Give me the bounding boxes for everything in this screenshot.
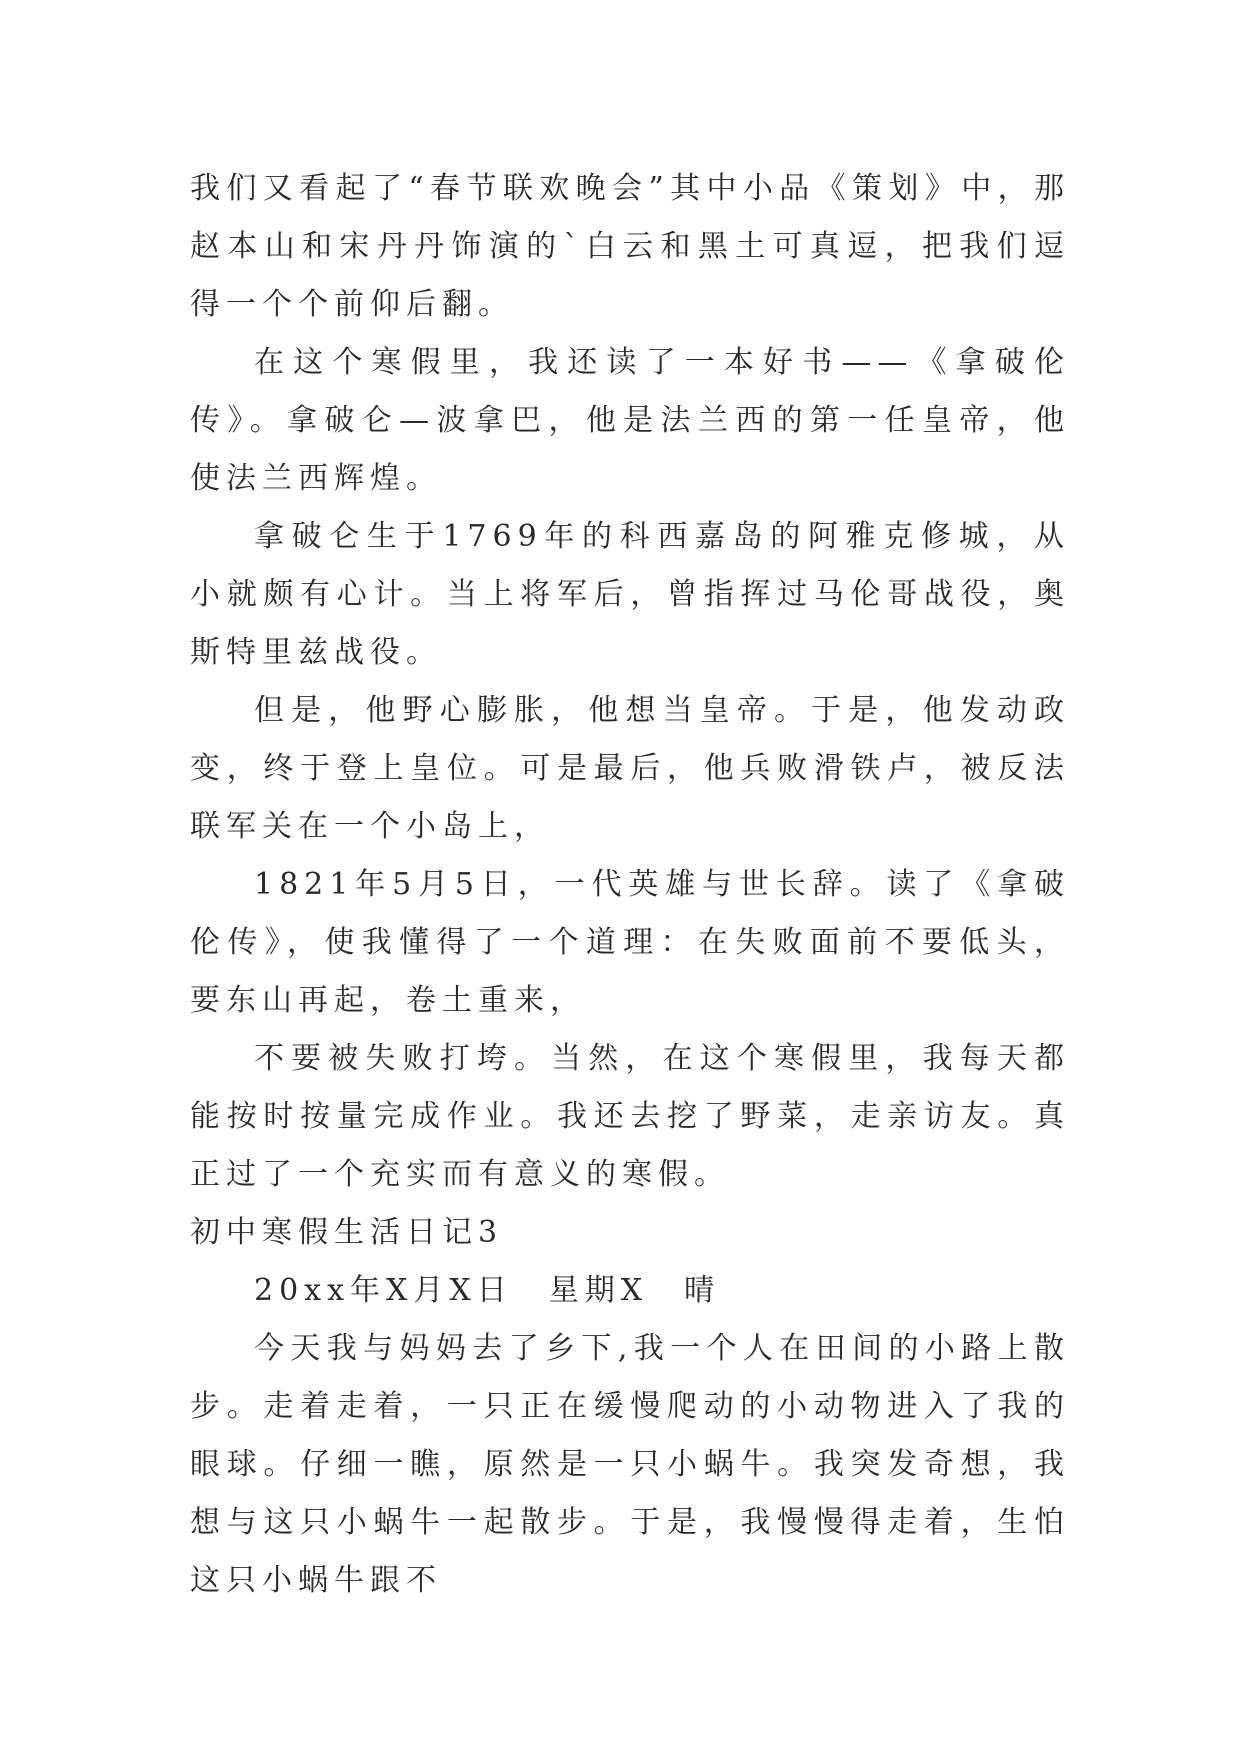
paragraph-5: 1821年5月5日，一代英雄与世长辞。读了《拿破伦传》，使我懂得了一个道理：在失败面前不要低头，要东山再起，卷土重来， — [190, 867, 1070, 1018]
date-line: 20xx年X月X日 星期X 晴 — [254, 1273, 721, 1308]
section-title: 初中寒假生活日记3 — [190, 1215, 504, 1250]
paragraph-6: 不要被失败打垮。当然，在这个寒假里，我每天都能按时按量完成作业。我还去挖了野菜，走亲访友。真正过了一个充实而有意义的寒假。 — [190, 1041, 1070, 1192]
diary-paragraph: 今天我与妈妈去了乡下,我一个人在田间的小路上散步。走着走着，一只正在缓慢爬动的小动物进入了我的眼球。仔细一瞧，原然是一只小蜗牛。我突发奇想，我想与这只小蜗牛一起散步。于是，我慢慢得走着，生怕这只小蜗牛跟不 — [190, 1331, 1070, 1598]
paragraph-4: 但是，他野心膨胀，他想当皇帝。于是，他发动政变，终于登上皇位。可是最后，他兵败滑铁卢，被反法联军关在一个小岛上， — [190, 693, 1070, 844]
paragraph-3: 拿破仑生于1769年的科西嘉岛的阿雅克修城，从小就颇有心计。当上将军后，曾指挥过马伦哥战役，奥斯特里兹战役。 — [190, 519, 1070, 670]
paragraph-2: 在这个寒假里，我还读了一本好书——《拿破伦传》。拿破仑—波拿巴，他是法兰西的第一任皇帝，他使法兰西辉煌。 — [190, 345, 1070, 496]
paragraph-1: 我们又看起了“春节联欢晚会”其中小品《策划》中，那赵本山和宋丹丹饰演的`白云和黑土可真逗，把我们逗得一个个前仰后翻。 — [190, 171, 1070, 322]
document-body — [190, 160, 1070, 1610]
